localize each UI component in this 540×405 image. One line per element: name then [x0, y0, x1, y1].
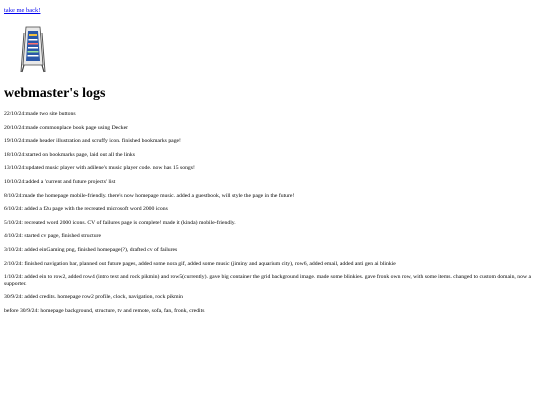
- sandwich-board-sign-icon: [20, 25, 46, 73]
- log-entry: 20/10/24:made commonplace book page using Decker: [4, 124, 128, 131]
- log-entry: 4/10/24: started cv page, finished structure: [4, 233, 101, 240]
- log-entry: 19/10/24:made header illustration and scruffy icon. finished bookmarks page!: [4, 138, 181, 145]
- log-entry: 6/10/24: added a f2u page with the recreated microsoft word 2000 icons: [4, 206, 168, 213]
- log-entry: before 30/9/24: homepage background, structure, tv and remote, sofa, fan, fronk, credits: [4, 307, 205, 314]
- log-entry: 13/10/24:updated music player with adilene's music player code. now has 15 songs!: [4, 165, 195, 172]
- log-entry: 1/10/24: added ein to row2, added row4 (intro text and rock pikmin) and row5(currently). gave big container the grid background image. made some blinkies. gave fronk own row, with some items. changed to custom domain, now a supporter.: [4, 274, 532, 287]
- log-entry: 22/10/24:made two site buttons: [4, 111, 76, 117]
- back-link[interactable]: take me back!: [4, 7, 41, 14]
- log-entry: 2/10/24: finished navigation bar, planned out future pages, added some nora gif, added some music (jiminy and aquarium city), row6, added email, added anti gen ai blinkie: [4, 260, 396, 267]
- log-entry: 5/10/24: recreated word 2000 icons. CV of failures page is complete! made it (kinda) mobile-friendly.: [4, 219, 236, 226]
- log-entry: 3/10/24: added einGaming png, finished homepage(?), drafted cv of failures: [4, 246, 178, 253]
- log-list: [4, 111, 536, 322]
- log-entry: 30/9/24: added credits. homepage row2 profile, clock, navigation, rock pikmin: [4, 294, 183, 301]
- log-entry: 8/10/24:made the homepage mobile-friendly. there's now homepage music. added a guestbook, will style the page in the future!: [4, 192, 295, 199]
- log-entry: 10/10/24:added a 'current and future projects' list: [4, 178, 116, 185]
- page-title: webmaster's logs: [4, 86, 106, 101]
- log-entry: 18/10/24:started on bookmarks page, laid out all the links: [4, 151, 135, 158]
